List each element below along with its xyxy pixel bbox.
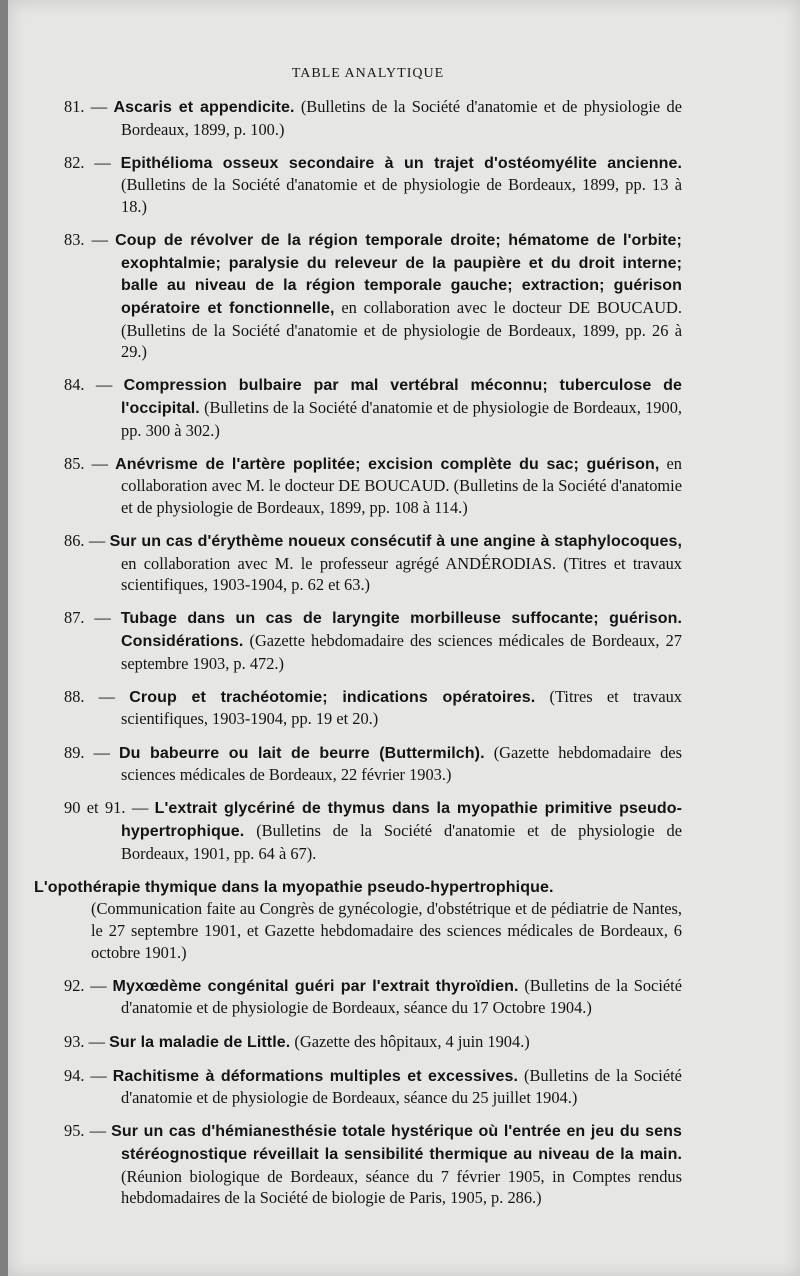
entry-number: 92. — [64, 975, 107, 995]
entry-reference: en collaboration avec M. le docteur DE BOUCAUD. (Bulletins de la Société d'anatomie et de physiologie de Bordeaux, 1899, pp. 108 à 114.) [121, 453, 683, 517]
entry-title: Sur un cas d'hémianesthésie totale hystérique où l'entrée en jeu du sens stéréognostique réveillait la sensibilité thermique au niveau de la main. [111, 1123, 682, 1164]
entry-84 [64, 374, 682, 441]
entry-number: 88. — [64, 686, 116, 706]
entry-number: 93. — [64, 1031, 105, 1051]
entry-number: 94. — [64, 1065, 107, 1085]
entry-title: L'opothérapie thymique dans la myopathie pseudo-hypertrophique. [34, 878, 554, 896]
entry-number: 82. — [64, 152, 111, 172]
entry-title: Tubage dans un cas de laryngite morbilleuse suffocante; guérison. Considérations. [120, 610, 682, 651]
entry-opotherapie [34, 876, 682, 963]
entry-title: Rachitisme à déformations multiples et excessives. [112, 1067, 519, 1085]
entry-title: L'extrait glycériné de thymus dans la myopathie primitive pseudo-hypertrophique. [121, 800, 682, 840]
entry-title: Du babeurre ou lait de beurre (Buttermilch). [118, 744, 485, 762]
entry-title: Sur la maladie de Little. [109, 1033, 291, 1051]
entry-reference: (Gazette des hôpitaux, 4 juin 1904.) [294, 1031, 530, 1051]
entry-reference: (Réunion biologique de Bordeaux, séance du 7 février 1905, in Comptes rendus hebdomadaires de la Société de biologie de Paris, 1905, p. 286.) [121, 1166, 682, 1208]
entry-reference: (Bulletins de la Société d'anatomie et de physiologie de Bordeaux, 1901, pp. 64 à 67). [121, 820, 682, 863]
entry-93 [64, 1031, 682, 1054]
entry-reference: en collaboration avec M. le professeur agrégé ANDÉRODIAS. (Titres et travaux scientifiques, 1903-1904, p. 62 et 63.) [121, 553, 682, 595]
entry-number: 83. — [64, 230, 108, 250]
entry-title: Anévrisme de l'artère poplitée; excision complète du sac; guérison, [115, 455, 660, 473]
entry-87 [64, 607, 682, 674]
entry-title: Sur un cas d'érythème noueux consécutif à une angine à staphylocoques, [109, 533, 682, 551]
entry-83 [64, 229, 682, 363]
entry-90-91 [64, 797, 682, 864]
entry-number: 86. — [64, 531, 106, 551]
entry-number: 90 et 91. — [64, 798, 149, 818]
entry-number: 81. — [64, 97, 108, 116]
entry-reference: (Communication faite au Congrès de gynécologie, d'obstétrique et de pédiatrie de Nantes, le 27 septembre 1901, et Gazette hebdomadaire des sciences médicales de Bordeaux, 6 octobre 1901.) [91, 899, 682, 962]
entry-title: Compression bulbaire par mal vertébral méconnu; tuberculose de l'occipital. [121, 377, 682, 417]
entry-number: 85. — [64, 453, 109, 473]
entry-number: 89. — [64, 742, 110, 762]
entry-title: Myxœdème congénital guéri par l'extrait thyroïdien. [112, 977, 519, 995]
entry-number: 84. — [64, 375, 113, 395]
entry-reference: (Bulletins de la Société d'anatomie et de physiologie de Bordeaux, 1899, p. 100.) [121, 97, 682, 139]
entry-92 [64, 975, 682, 1019]
entry-reference: (Gazette hebdomadaire des sciences médicales de Bordeaux, 22 février 1903.) [121, 742, 682, 785]
entry-85 [64, 453, 682, 519]
entry-86 [64, 530, 682, 596]
entry-reference: (Gazette hebdomadaire des sciences médicales de Bordeaux, 27 septembre 1903, p. 472.) [121, 631, 682, 673]
entry-title: Coup de révolver de la région temporale droite; hématome de l'orbite; exophtalmie; paralysie du releveur de la paupière et du droit interne; balle au niveau de la région temporale gauche; extraction; guérison opératoire et fonctionnelle, [115, 232, 682, 317]
entry-reference: en collaboration avec le docteur DE BOUCAUD. (Bulletins de la Société d'anatomie et de physiologie de Bordeaux, 1899, pp. 26 à 29.) [121, 297, 682, 362]
entry-reference: (Bulletins de la Société d'anatomie et de physiologie de Bordeaux, séance du 25 juillet 1904.) [121, 1065, 682, 1108]
document-page [8, 0, 800, 1276]
entry-reference: (Bulletins de la Société d'anatomie et de physiologie de Bordeaux, 1900, pp. 300 à 302.) [121, 397, 682, 440]
page-header: TABLE ANALYTIQUE [291, 66, 445, 81]
entry-number: 95. — [64, 1121, 106, 1141]
entry-number: 87. — [64, 608, 111, 628]
entry-81 [64, 96, 682, 140]
entry-title: Ascaris et appendicite. [113, 99, 295, 116]
entry-88 [64, 686, 682, 730]
entry-reference: (Bulletins de la Société d'anatomie et de physiologie de Bordeaux, 1899, pp. 13 à 18.) [121, 175, 682, 216]
entry-89 [64, 742, 682, 786]
entry-title: Epithélioma osseux secondaire à un trajet d'ostéomyélite ancienne. [120, 154, 682, 172]
entry-reference: (Titres et travaux scientifiques, 1903-1904, pp. 19 et 20.) [121, 686, 682, 729]
entry-95 [64, 1120, 682, 1208]
entry-reference: (Bulletins de la Société d'anatomie et de physiologie de Bordeaux, séance du 17 Octobre 1904.) [121, 975, 682, 1018]
entry-94 [64, 1065, 682, 1109]
entry-82 [64, 152, 682, 218]
entry-title: Croup et trachéotomie; indications opératoires. [129, 688, 536, 706]
entry-list [34, 96, 683, 1220]
